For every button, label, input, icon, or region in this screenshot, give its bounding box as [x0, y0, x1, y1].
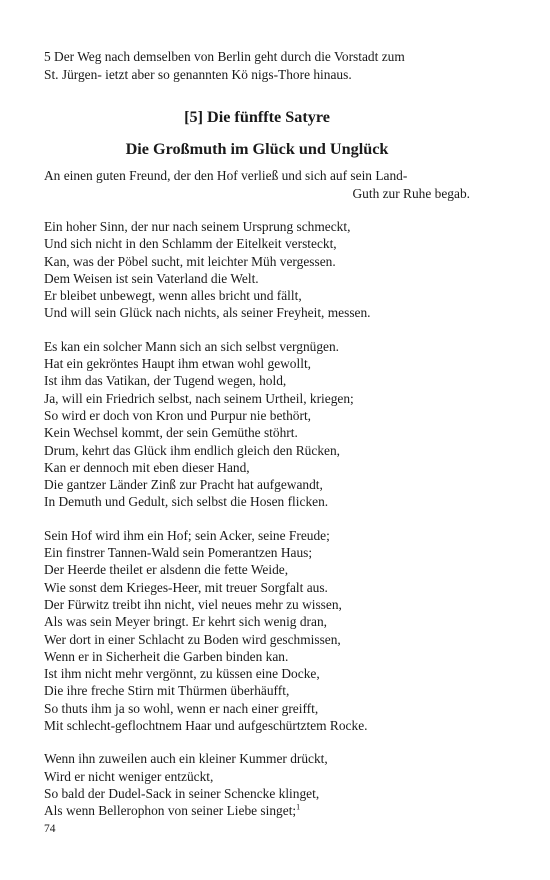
stanza-2: [44, 338, 470, 511]
dedication-line: An einen guten Freund, der den Hof verließ und sich auf sein Land-: [44, 168, 408, 183]
verse-line: Und will sein Glück nach nichts, als seiner Freyheit, messen.: [44, 305, 371, 321]
verse-line: So bald der Dudel-Sack in seiner Schencke klinget,: [44, 785, 320, 801]
footnote: [44, 48, 470, 83]
verse-line: In Demuth und Gedult, sich selbst die Hosen flicken.: [44, 494, 329, 510]
verse-line: Hat ein gekröntes Haupt ihm etwan wohl gewollt,: [44, 356, 312, 372]
book-page: [44, 48, 470, 820]
stanza-1: [44, 218, 470, 322]
verse-line: Sein Hof wird ihm ein Hof; sein Acker, seine Freude;: [44, 527, 330, 543]
verse-line: So wird er doch von Kron und Purpur nie bethört,: [44, 407, 312, 423]
poem-title: Die Großmuth im Glück und Unglück: [125, 140, 389, 158]
verse-line: Er bleibet unbewegt, wenn alles bricht und fällt,: [44, 288, 302, 304]
verse-line: Ja, will ein Friedrich selbst, nach seinem Urtheil, kriegen;: [44, 390, 354, 406]
verse-line: Der Fürwitz treibt ihn nicht, viel neues mehr zu wissen,: [44, 596, 342, 612]
verse-line: Dem Weisen ist sein Vaterland die Welt.: [44, 270, 259, 286]
verse-line: So thuts ihm ja so wohl, wenn er nach einer greifft,: [44, 700, 319, 716]
dedication: [44, 167, 470, 202]
verse-line: Kan, was der Pöbel sucht, mit leichter Müh vergessen.: [44, 253, 336, 269]
verse-line: Die gantzer Länder Zinß zur Pracht hat aufgewandt,: [44, 477, 323, 493]
verse-line: Mit schlecht-geflochtnem Haar und aufgeschürtztem Rocke.: [44, 718, 368, 734]
verse-line: Ein finstrer Tannen-Wald sein Pomerantzen Haus;: [44, 545, 313, 561]
verse-line: [44, 802, 470, 819]
stanza-3: [44, 527, 470, 735]
verse-line: Wer dort in einer Schlacht zu Boden wird geschmissen,: [44, 631, 341, 647]
verse-line: Drum, kehrt das Glück ihm endlich gleich den Rücken,: [44, 442, 341, 458]
verse-line: Wie sonst dem Krieges-Heer, mit treuer Sorgfalt aus.: [44, 579, 328, 595]
verse-line: Ein hoher Sinn, der nur nach seinem Ursprung schmeckt,: [44, 219, 351, 234]
verse-line: Wenn er in Sicherheit die Garben binden kan.: [44, 648, 289, 664]
dedication-line: Guth zur Ruhe begab.: [352, 185, 470, 201]
verse-line: Und sich nicht in den Schlamm der Eitelkeit versteckt,: [44, 236, 337, 252]
footnote-line: 5 Der Weg nach demselben von Berlin geht durch die Vorstadt zum: [44, 49, 405, 64]
verse-line: Ist ihm das Vatikan, der Tugend wegen, hold,: [44, 373, 287, 389]
verse-line: Der Heerde theilet er alsdenn die fette Weide,: [44, 562, 289, 578]
footnote-line: St. Jürgen- ietzt aber so genannten Kö nigs-Thore hinaus.: [44, 66, 352, 82]
satire-title: [5] Die fünffte Satyre: [184, 108, 330, 126]
verse-line: Kan er dennoch mit eben dieser Hand,: [44, 459, 250, 475]
verse-line: Ist ihm nicht mehr vergönnt, zu küssen eine Docke,: [44, 666, 320, 682]
verse-line: Als was sein Meyer bringt. Er kehrt sich wenig dran,: [44, 614, 327, 630]
verse-line: Wenn ihn zuweilen auch ein kleiner Kummer drückt,: [44, 751, 328, 767]
verse-line: Wird er nicht weniger entzückt,: [44, 768, 214, 784]
verse-line: Es kan ein solcher Mann sich an sich selbst vergnügen.: [44, 338, 340, 354]
stanza-4: [44, 750, 470, 819]
verse-text: Als wenn Bellerophon von seiner Liebe singet;: [44, 803, 297, 819]
page-number: 74: [44, 823, 56, 835]
verse-line: Kein Wechsel kommt, der sein Gemüthe stöhrt.: [44, 425, 298, 441]
verse-line: Die ihre freche Stirn mit Thürmen überhäufft,: [44, 683, 290, 699]
footnote-marker: 1: [296, 802, 301, 812]
